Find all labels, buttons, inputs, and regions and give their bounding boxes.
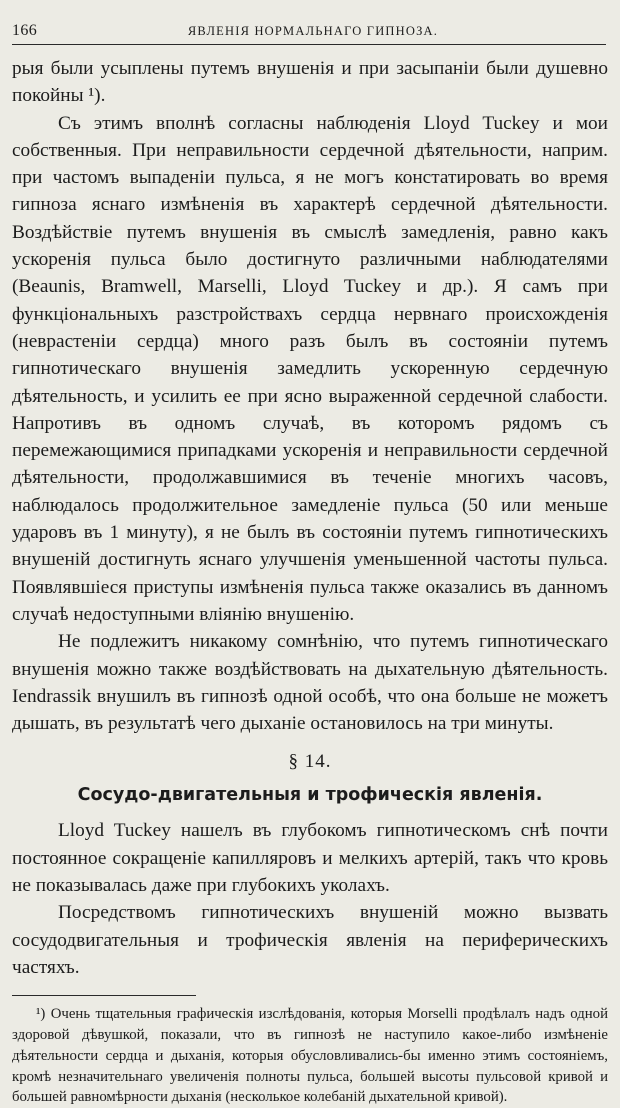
paragraph-vasomotor: Посредствомъ гипнотическихъ внушеній можно вызвать сосудодвигательныя и трофическія явленія на периферическихъ частяхъ. — [12, 902, 608, 978]
paragraph-capillaries: Lloyd Tuckey нашелъ въ глубокомъ гипнотическомъ снѣ почти постоянное сокращеніе капилляровъ и мелкихъ артерій, такъ что кровь не показывалась даже при глубокихъ уколахъ. — [12, 820, 608, 897]
paragraph-continuation: рыя были усыплены путемъ внушенія и при засыпаніи были душевно покойны ¹). — [12, 58, 608, 107]
section-title: Сосудо-двигательныя и трофическія явленія. — [77, 785, 543, 806]
footnote-divider — [12, 995, 196, 996]
footnote: ¹) Очень тщательныя графическія изслѣдованія, которыя Morselli продѣлалъ надъ одной здоровой дѣвушкой, показали, что въ гипнозѣ не наступило какое-либо измѣненіе дѣятельности сердца и дыханія, которыя обусловливались-бы именно этимъ состояніемъ, кромѣ незначительнаго увеличенія полноты пульса, большей высоты пульсовой кривой и большей равномѣрности дыханія (несколькое колебаній дыхательной кривой). — [12, 1006, 608, 1106]
section-number: § 14. — [288, 751, 332, 773]
paragraph-respiration: Не подлежитъ никакому сомнѣнію, что путемъ гипнотическаго внушенія можно также воздѣйствовать на дыхательную дѣятельность. Iendrassik внушилъ въ гипнозѣ одной особѣ, что она больше не можетъ дышать, въ результатѣ чего дыханіе остановилось на три минуты. — [12, 631, 608, 735]
page-number: 166 — [12, 22, 38, 39]
paragraph-heart-activity: Съ этимъ вполнѣ согласны наблюденія Lloyd Tuckey и мои собственныя. При неправильности сердечной дѣятельности, наприм. при частомъ выпаденіи пульса, я не могъ констатировать во время гипноза яснаго измѣненія въ характерѣ сердечной дѣятельности. Воздѣйствіе путемъ внушенія въ смыслѣ замедленія, равно какъ ускоренія пульса было достигнуто различными наблюдателями (Beaunis, Bramwell, Marselli, Lloyd Tuckey и др.). Я самъ при функціональныхъ разстройствахъ сердца нервнаго происхожденія (неврастеніи сердца) много разъ былъ въ состояніи путемъ гипнотическаго внушенія замедлить ускоренную сердечную дѣятельность, и усилить ее при ясно выраженной сердечной слабости. Напротивъ въ одномъ случаѣ, въ которомъ рядомъ съ перемежающимися припадками ускоренія и неправильности сердечной дѣятельности, продолжавшимися въ теченіе многихъ часовъ, наблюдалось продолжительное замедленіе пульса (50 или меньше ударовъ въ 1 минуту), я не былъ въ состояніи путемъ гипнотическихъ внушеній достигнуть яснаго улучшенія уменьшенной частоты пульса. Появлявшіеся приступы измѣненія пульса также оказались въ данномъ случаѣ недоступными вліянію внушенію. — [12, 112, 608, 625]
page-body — [12, 55, 608, 981]
running-header — [12, 22, 606, 45]
running-title: ЯВЛЕНІЯ НОРМАЛЬНАГО ГИПНОЗА. — [187, 24, 439, 38]
